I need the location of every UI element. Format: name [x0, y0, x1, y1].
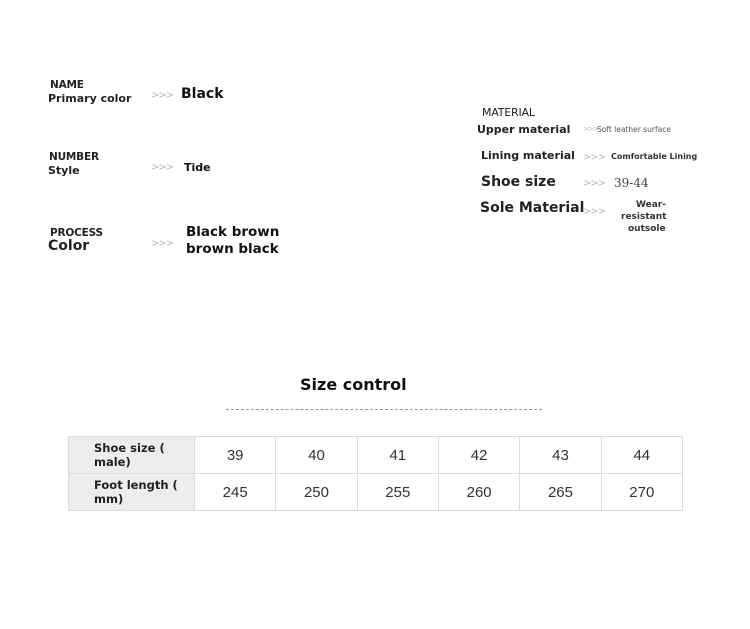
color-value-line2: brown black [186, 241, 279, 257]
material-caption: MATERIAL [482, 106, 535, 119]
upper-material-label: Upper material [477, 123, 571, 136]
row-header-shoe-size: Shoe size ( male) [69, 437, 195, 474]
size-control-title: Size control [300, 375, 407, 394]
shoe-size-label: Shoe size [481, 174, 556, 190]
number-caption: NUMBER [49, 151, 99, 163]
sole-material-value-line2: resistant [621, 212, 667, 222]
table-row [69, 474, 683, 511]
table-cell: 43 [520, 437, 601, 474]
primary-color-value: Black [181, 86, 224, 102]
row-header-foot-length: Foot length ( mm) [69, 474, 195, 511]
arrow-icon: >>> [151, 162, 174, 173]
table-cell: 42 [438, 437, 519, 474]
table-cell: 260 [438, 474, 519, 511]
arrow-icon: >>> [583, 178, 606, 189]
table-cell: 245 [195, 474, 276, 511]
table-cell: 44 [601, 437, 682, 474]
process-caption: PROCESS [50, 227, 103, 239]
table-cell: 255 [357, 474, 438, 511]
table-cell: 270 [601, 474, 682, 511]
table-cell: 40 [276, 437, 357, 474]
title-divider [226, 409, 542, 410]
sole-material-value-line3: outsole [628, 224, 666, 234]
style-label: Style [48, 164, 80, 177]
shoe-size-value: 39-44 [614, 176, 649, 190]
name-caption: NAME [50, 79, 84, 91]
style-value: Tide [184, 161, 211, 174]
table-cell: 39 [195, 437, 276, 474]
lining-material-value: Comfortable Lining [611, 152, 698, 161]
upper-material-value: Soft leather surface [597, 125, 671, 134]
color-value-line1: Black brown [186, 224, 280, 240]
table-cell: 250 [276, 474, 357, 511]
arrow-icon: >>> [151, 238, 174, 249]
color-label: Color [48, 238, 90, 254]
primary-color-label: Primary color [48, 92, 132, 105]
arrow-icon: >>> [583, 206, 606, 217]
arrow-icon: >>> [583, 125, 598, 133]
table-cell: 41 [357, 437, 438, 474]
table-row [69, 437, 683, 474]
table-cell: 265 [520, 474, 601, 511]
sole-material-label: Sole Material [480, 200, 585, 216]
arrow-icon: >>> [151, 90, 174, 101]
size-table [68, 436, 683, 511]
sole-material-value-line1: Wear- [636, 200, 666, 210]
lining-material-label: Lining material [481, 149, 575, 162]
arrow-icon: >>> [583, 152, 606, 163]
